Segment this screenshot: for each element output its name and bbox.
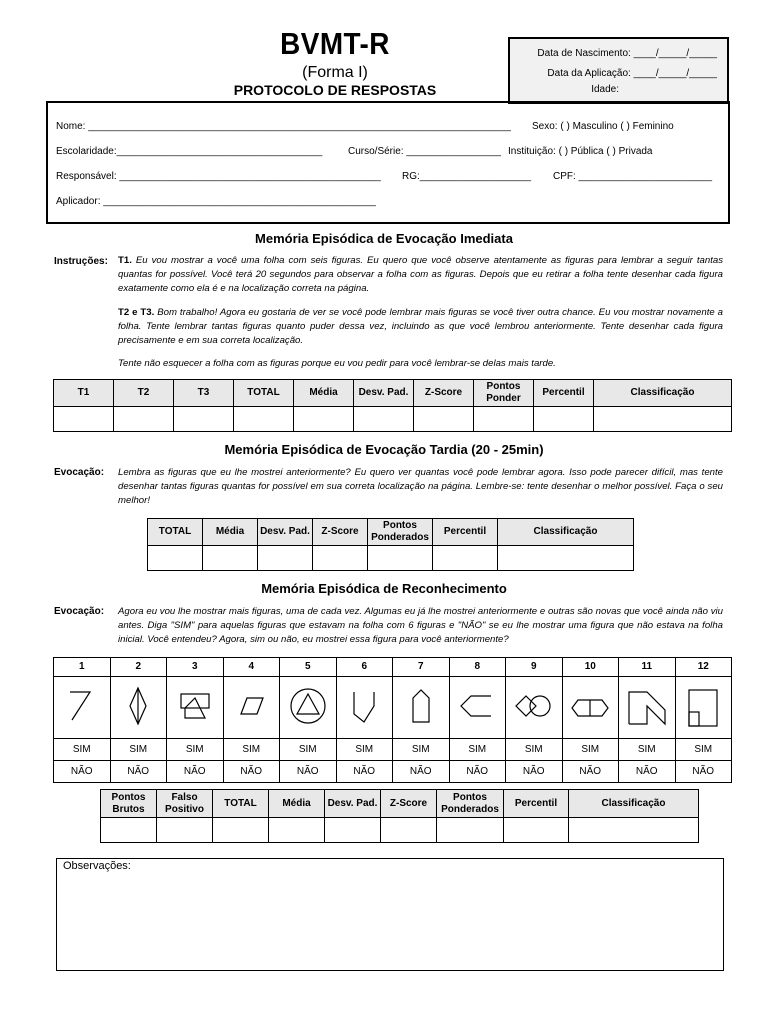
score-cell[interactable] bbox=[269, 818, 325, 843]
delayed-label: Evocação: bbox=[54, 467, 105, 478]
yes-option[interactable]: SIM bbox=[167, 739, 224, 761]
yes-option[interactable]: SIM bbox=[506, 739, 563, 761]
col-header: Percentil bbox=[504, 790, 569, 818]
score-cell[interactable] bbox=[437, 818, 504, 843]
col-header: Média bbox=[203, 519, 258, 546]
yes-option[interactable]: SIM bbox=[619, 739, 676, 761]
document-title: BVMT-R bbox=[280, 26, 390, 61]
col-header: Desv. Pad. bbox=[325, 790, 381, 818]
figure-number: 11 bbox=[619, 658, 676, 677]
name-field[interactable]: Nome: ____________________________________________________________________________ bbox=[56, 121, 511, 132]
recognition-heading: Memória Episódica de Reconhecimento bbox=[261, 581, 507, 596]
date-box bbox=[508, 37, 729, 104]
nested-squares-icon bbox=[675, 677, 732, 739]
score-cell[interactable] bbox=[569, 818, 699, 843]
score-cell[interactable] bbox=[101, 818, 157, 843]
yes-row bbox=[54, 739, 732, 761]
col-header: Z-Score bbox=[381, 790, 437, 818]
yes-option[interactable]: SIM bbox=[280, 739, 337, 761]
figure-number: 1 bbox=[54, 658, 111, 677]
recognition-table bbox=[53, 657, 732, 783]
yes-option[interactable]: SIM bbox=[449, 739, 506, 761]
figure-number: 12 bbox=[675, 658, 732, 677]
col-header: TOTAL bbox=[148, 519, 203, 546]
score-cell[interactable] bbox=[234, 407, 294, 432]
no-option[interactable]: NÃO bbox=[110, 761, 167, 783]
delayed-text: Lembra as figuras que eu lhe mostrei anteriormente? Eu quero ver quantas você pode lembrar agora. Isso pode parecer difícil, mas tente desenhar tantas figuras quantas for possível em sua correta localização na página. Lembre-se: tente desenhar o melhor possível. Faça o seu melhor! bbox=[118, 467, 723, 506]
col-header: T1 bbox=[54, 380, 114, 407]
yes-option[interactable]: SIM bbox=[336, 739, 393, 761]
col-header: TOTAL bbox=[213, 790, 269, 818]
no-option[interactable]: NÃO bbox=[54, 761, 111, 783]
age-field[interactable]: Idade: bbox=[591, 84, 619, 95]
t1-text: Eu vou mostrar a você uma folha com seis figuras. Eu quero que você observe atentamente as figuras para lembrar a seguir tantas quantas for possível. Você terá 20 segundos para observar a folha com as figuras. Depois que eu retirar a folha tente desenhar cada figura exatamente como ela é e na localização correta na página. bbox=[118, 255, 723, 294]
col-header: Falso Positivo bbox=[157, 790, 213, 818]
form-version: (Forma I) bbox=[302, 64, 368, 81]
score-cell[interactable] bbox=[213, 818, 269, 843]
no-option[interactable]: NÃO bbox=[619, 761, 676, 783]
figure-number: 10 bbox=[562, 658, 619, 677]
diamond-circle-icon bbox=[506, 677, 563, 739]
col-header: Pontos Ponder bbox=[474, 380, 534, 407]
examiner-field[interactable]: Aplicador: _________________________________________________ bbox=[56, 196, 376, 207]
hexagon-icon bbox=[562, 677, 619, 739]
col-header: Classificação bbox=[498, 519, 634, 546]
score-cell[interactable] bbox=[504, 818, 569, 843]
score-cell[interactable] bbox=[157, 818, 213, 843]
rg-field[interactable]: RG:____________________ bbox=[402, 171, 532, 182]
col-header: Classificação bbox=[594, 380, 732, 407]
score-cell[interactable] bbox=[258, 546, 313, 571]
score-cell[interactable] bbox=[498, 546, 634, 571]
no-option[interactable]: NÃO bbox=[223, 761, 280, 783]
col-header: Desv. Pad. bbox=[354, 380, 414, 407]
recognition-score-table bbox=[100, 789, 699, 843]
figure-number: 2 bbox=[110, 658, 167, 677]
application-date-field[interactable]: Data da Aplicação: ____/_____/_____ bbox=[547, 68, 717, 79]
t1-label: T1. bbox=[118, 255, 132, 266]
col-header: T3 bbox=[174, 380, 234, 407]
col-header: Z-Score bbox=[414, 380, 474, 407]
score-cell[interactable] bbox=[114, 407, 174, 432]
immediate-score-table bbox=[53, 379, 732, 432]
yes-option[interactable]: SIM bbox=[393, 739, 450, 761]
figure-number: 8 bbox=[449, 658, 506, 677]
no-option[interactable]: NÃO bbox=[280, 761, 337, 783]
no-option[interactable]: NÃO bbox=[167, 761, 224, 783]
course-field[interactable]: Curso/Série: _________________ bbox=[348, 146, 501, 157]
birth-date-field[interactable]: Data de Nascimento: ____/_____/_____ bbox=[537, 48, 717, 59]
t23-instruction bbox=[118, 306, 723, 348]
score-cell[interactable] bbox=[174, 407, 234, 432]
recognition-label: Evocação: bbox=[54, 606, 105, 617]
score-cell[interactable] bbox=[354, 407, 414, 432]
triangle-icon bbox=[54, 677, 111, 739]
no-option[interactable]: NÃO bbox=[562, 761, 619, 783]
protocol-title: PROTOCOLO DE RESPOSTAS bbox=[233, 82, 437, 98]
diamond-icon bbox=[110, 677, 167, 739]
no-option[interactable]: NÃO bbox=[336, 761, 393, 783]
col-header: Pontos Ponderados bbox=[368, 519, 433, 546]
yes-option[interactable]: SIM bbox=[54, 739, 111, 761]
cpf-field[interactable]: CPF: ________________________ bbox=[553, 171, 713, 182]
figure-row bbox=[54, 677, 732, 739]
no-option[interactable]: NÃO bbox=[675, 761, 732, 783]
col-header: Percentil bbox=[433, 519, 498, 546]
yes-option[interactable]: SIM bbox=[223, 739, 280, 761]
col-header: T2 bbox=[114, 380, 174, 407]
score-cell[interactable] bbox=[313, 546, 368, 571]
figure-number: 9 bbox=[506, 658, 563, 677]
figure-number-row bbox=[54, 658, 732, 677]
no-row bbox=[54, 761, 732, 783]
col-header: Z-Score bbox=[313, 519, 368, 546]
col-header: Classificação bbox=[569, 790, 699, 818]
figure-number: 6 bbox=[336, 658, 393, 677]
figure-number: 4 bbox=[223, 658, 280, 677]
score-cell[interactable] bbox=[381, 818, 437, 843]
col-header: TOTAL bbox=[234, 380, 294, 407]
responsible-field[interactable]: Responsável: _______________________________________________ bbox=[56, 171, 381, 182]
score-cell[interactable] bbox=[414, 407, 474, 432]
col-header: Média bbox=[294, 380, 354, 407]
figure-number: 7 bbox=[393, 658, 450, 677]
no-option[interactable]: NÃO bbox=[393, 761, 450, 783]
immediate-recall-heading: Memória Episódica de Evocação Imediata bbox=[255, 231, 513, 246]
recognition-text: Agora eu vou lhe mostrar mais figuras, uma de cada vez. Algumas eu já lhe mostrei anteriormente e outras são novas que você ainda não viu antes. Diga "SIM" para aquelas figuras que estavam na folha com 6 figuras e "NÃO" se eu lhe mostrar uma figura que não estava na folha inicial. Você entendeu? Agora, sim ou não, eu mostrei essa figura para você anteriormente? bbox=[118, 606, 723, 645]
figure-number: 3 bbox=[167, 658, 224, 677]
triangle-rect-icon bbox=[167, 677, 224, 739]
immediate-note: Tente não esquecer a folha com as figuras porque eu vou pedir para você lembrar-se delas mais tarde. bbox=[118, 358, 556, 369]
cup-icon bbox=[336, 677, 393, 739]
col-header: Percentil bbox=[534, 380, 594, 407]
delayed-score-table bbox=[147, 518, 634, 571]
col-header: Desv. Pad. bbox=[258, 519, 313, 546]
score-cell[interactable] bbox=[594, 407, 732, 432]
score-cell[interactable] bbox=[203, 546, 258, 571]
score-cell[interactable] bbox=[148, 546, 203, 571]
schooling-field[interactable]: Escolaridade:_____________________________________ bbox=[56, 146, 323, 157]
institution-field[interactable]: Instituição: ( ) Pública ( ) Privada bbox=[508, 146, 653, 157]
col-header: Pontos Ponderados bbox=[437, 790, 504, 818]
yes-option[interactable]: SIM bbox=[562, 739, 619, 761]
col-header: Média bbox=[269, 790, 325, 818]
sex-field[interactable]: Sexo: ( ) Masculino ( ) Feminino bbox=[532, 121, 674, 132]
arrow-tag-icon bbox=[449, 677, 506, 739]
figure-number: 5 bbox=[280, 658, 337, 677]
score-cell[interactable] bbox=[433, 546, 498, 571]
identification-box bbox=[46, 101, 730, 224]
instructions-label: Instruções: bbox=[54, 256, 108, 267]
score-cell[interactable] bbox=[368, 546, 433, 571]
col-header: Pontos Brutos bbox=[101, 790, 157, 818]
score-cell[interactable] bbox=[534, 407, 594, 432]
score-cell[interactable] bbox=[54, 407, 114, 432]
score-cell[interactable] bbox=[325, 818, 381, 843]
t1-instruction bbox=[118, 254, 723, 296]
score-cell[interactable] bbox=[294, 407, 354, 432]
circle-triangle-icon bbox=[280, 677, 337, 739]
yes-option[interactable]: SIM bbox=[675, 739, 732, 761]
observations-box[interactable] bbox=[56, 858, 724, 971]
square-n-icon bbox=[619, 677, 676, 739]
delayed-recall-heading: Memória Episódica de Evocação Tardia (20 - 25min) bbox=[224, 442, 544, 457]
t23-label: T2 e T3. bbox=[118, 307, 155, 318]
house-icon bbox=[393, 677, 450, 739]
observations-label: Observações: bbox=[63, 860, 131, 872]
yes-option[interactable]: SIM bbox=[110, 739, 167, 761]
score-cell[interactable] bbox=[474, 407, 534, 432]
no-option[interactable]: NÃO bbox=[506, 761, 563, 783]
t23-text: Bom trabalho! Agora eu gostaria de ver se você pode lembrar mais figuras se você tiver outra chance. Eu vou mostrar novamente a folha. Tente lembrar tantas figuras quanto puder dessa vez, incluindo as que você lembrou anteriormente. Tente desenhar cada figura precisamente e em sua correta localização. bbox=[118, 307, 723, 346]
no-option[interactable]: NÃO bbox=[449, 761, 506, 783]
parallelogram-icon bbox=[223, 677, 280, 739]
